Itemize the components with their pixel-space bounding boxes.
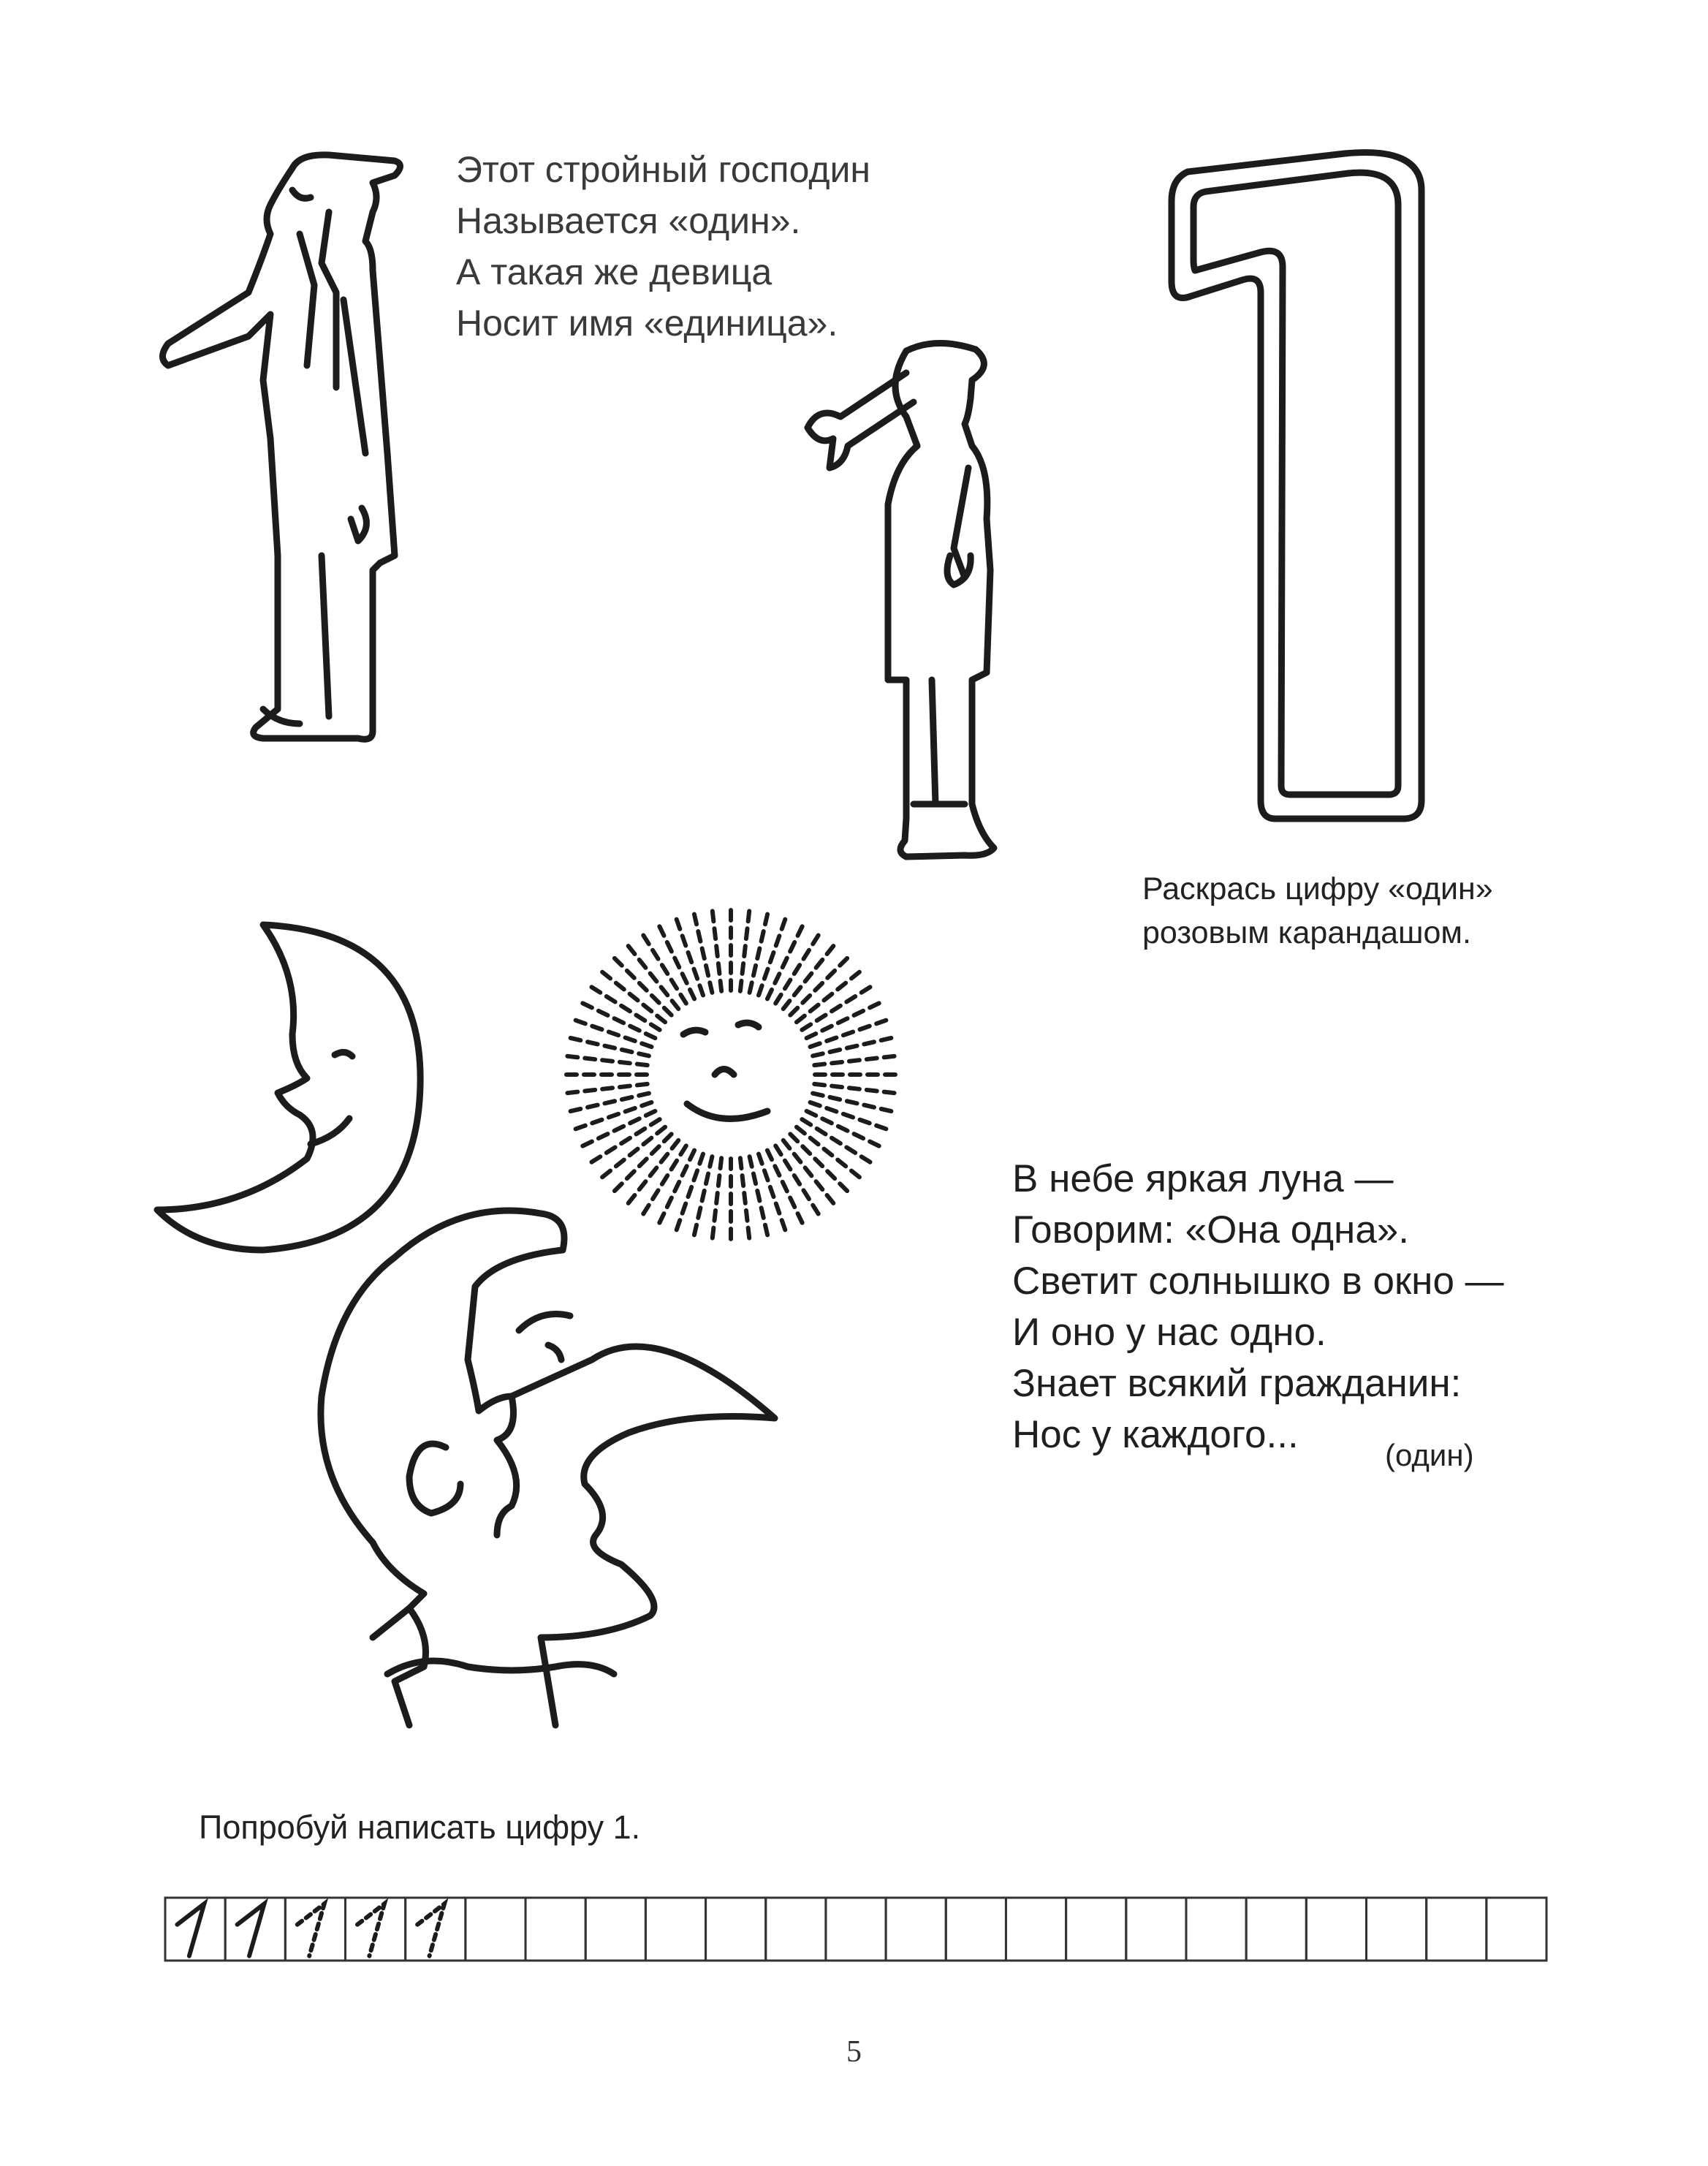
poem-two-line: Светит солнышко в окно — bbox=[1012, 1260, 1504, 1303]
sun-ray bbox=[572, 1102, 652, 1130]
grid-cell[interactable] bbox=[886, 1898, 946, 1961]
grid-cell[interactable] bbox=[826, 1898, 886, 1961]
sample-digit-one bbox=[177, 1904, 204, 1955]
color-instruction-line: Раскрась цифру «один» bbox=[1142, 871, 1493, 906]
sun-ray bbox=[814, 1056, 897, 1065]
trace-digit-one bbox=[417, 1904, 444, 1955]
sun-ray bbox=[563, 1084, 647, 1094]
poem-one-line: А такая же девица bbox=[456, 251, 773, 292]
writing-grid[interactable] bbox=[164, 1896, 1549, 1962]
grid-cell[interactable] bbox=[1066, 1898, 1126, 1961]
poem-one-line: Носит имя «единица». bbox=[456, 303, 838, 344]
poem-two-line: И оно у нас одно. bbox=[1012, 1311, 1326, 1354]
sun-ray bbox=[740, 907, 750, 991]
grid-cell[interactable] bbox=[1487, 1898, 1546, 1961]
grid-cell[interactable] bbox=[706, 1898, 766, 1961]
grid-cell[interactable] bbox=[1186, 1898, 1246, 1961]
poem-two-line: Знает всякий гражданин: bbox=[1012, 1362, 1462, 1405]
poem-two-line: В небе яркая луна — bbox=[1012, 1157, 1394, 1200]
poem-two bbox=[1012, 1154, 1504, 1461]
sample-digit-one bbox=[238, 1904, 265, 1955]
grid-cell[interactable] bbox=[1006, 1898, 1066, 1961]
grid-cell[interactable] bbox=[1427, 1898, 1487, 1961]
grid-cell[interactable] bbox=[946, 1898, 1006, 1961]
trace-digit-one bbox=[297, 1904, 324, 1955]
sun-ray bbox=[811, 1102, 890, 1130]
grid-cell[interactable] bbox=[585, 1898, 645, 1961]
grid-cell[interactable] bbox=[466, 1898, 525, 1961]
grid-cell[interactable] bbox=[645, 1898, 705, 1961]
long-nose-man-illustration bbox=[278, 1199, 789, 1733]
poem-two-line: Нос у каждого... bbox=[1012, 1413, 1299, 1456]
girl-illustration bbox=[797, 336, 1009, 877]
color-instruction bbox=[1142, 867, 1493, 955]
grid-cell[interactable] bbox=[1306, 1898, 1366, 1961]
poem-one-line: Называется «один». bbox=[456, 200, 801, 241]
grid-cell[interactable] bbox=[1246, 1898, 1306, 1961]
sun-ray bbox=[759, 916, 786, 996]
digit-one-outline bbox=[1166, 150, 1429, 822]
sun-ray bbox=[572, 1019, 652, 1047]
sun-ray bbox=[563, 1056, 647, 1065]
sun-ray bbox=[712, 907, 721, 991]
gentleman-illustration bbox=[153, 146, 417, 753]
sun-ray bbox=[814, 1084, 897, 1094]
color-instruction-line: розовым карандашом. bbox=[1142, 915, 1471, 950]
grid-cell[interactable] bbox=[525, 1898, 585, 1961]
writing-prompt: Попробуй написать цифру 1. bbox=[199, 1809, 641, 1846]
trace-digit-one bbox=[357, 1904, 384, 1955]
grid-cell[interactable] bbox=[1126, 1898, 1186, 1961]
answer-hint: (один) bbox=[1385, 1438, 1474, 1472]
grid-cell[interactable] bbox=[1366, 1898, 1426, 1961]
page-number: 5 bbox=[846, 2035, 862, 2069]
poem-two-line: Говорим: «Она одна». bbox=[1012, 1208, 1409, 1251]
grid-cell[interactable] bbox=[766, 1898, 826, 1961]
poem-one bbox=[456, 144, 870, 349]
sun-ray bbox=[811, 1019, 890, 1047]
sun-ray bbox=[675, 916, 703, 996]
poem-one-line: Этот стройный господин bbox=[456, 149, 871, 190]
